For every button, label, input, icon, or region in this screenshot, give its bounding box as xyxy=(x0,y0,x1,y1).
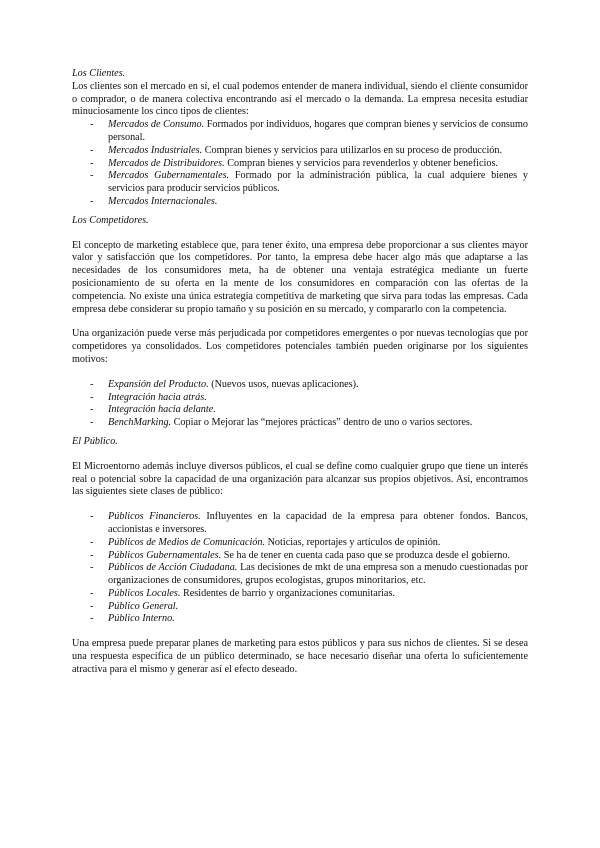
paragraph-clientes-intro: Los clientes son el mercado en sí, el cual podemos entender de manera individual, siendo el cliente consumidor o comprador, o de manera colectiva encontrando así el mercado o la demanda. La empresa necesita estudiar minuciosamente los cinco tipos de clientes: xyxy=(72,80,528,118)
list-item: - Expansión del Producto. (Nuevos usos, nuevas aplicaciones). xyxy=(90,378,359,390)
list-item-term: Integración hacia delante. xyxy=(108,404,216,416)
list-item-term: Públicos Gubernamentales. xyxy=(108,549,222,561)
list-item-text: Compran bienes y servicios para utilizarlos en su proceso de producción. xyxy=(202,144,503,156)
list-item: - Mercados de Consumo. Formados por individuos, hogares que compran bienes y servicios de consumo personal. xyxy=(90,119,528,143)
list-item: - Público General. xyxy=(90,600,179,612)
list-item: - Públicos Financieros. Influyentes en la capacidad de la empresa para obtener fondos. Bancos, accionistas e inversores. xyxy=(90,511,528,535)
list-item: - BenchMarking. Copiar o Mejorar las “mejores prácticas” dentro de uno o varios sectores. xyxy=(90,417,473,429)
list-item: - Mercados Internacionales. xyxy=(90,195,218,207)
list-item-term: Público Interno. xyxy=(108,613,175,625)
list-item-term: Expansión del Producto. xyxy=(108,378,209,390)
list-item-term: Públicos Financieros. xyxy=(108,511,201,523)
list-item: - Públicos de Acción Ciudadana. Las decisiones de mkt de una empresa son a menudo cuestionadas por organizaciones de consumidores, grupos ecologistas, grupos minoritarios, etc. xyxy=(90,562,528,587)
paragraph-competidores-2: Una organización puede verse más perjudicada por competidores emergentes o por nuevas tecnologías que por competidores ya consolidados. Los competidores potenciales también pueden originarse por los siguientes motivos: xyxy=(72,328,528,365)
list-item-term: Mercados Gubernamentales. xyxy=(108,170,230,182)
document-page xyxy=(72,68,528,677)
list-item-text: Las decisiones de mkt de una empresa son a menudo cuestionadas por organizaciones de consumidores, grupos ecologistas, grupos minoritarios, etc. xyxy=(108,562,528,587)
paragraph-competidores-1: El concepto de marketing establece que, para tener éxito, una empresa debe proporcionar a sus clientes mayor valor y satisfacción que los competidores. Por tanto, la empresa debe hacer algo más que adaptarse a las necesidades de los consumidores meta, ha de obtener una ventaja estratégica mediante un fuerte posicionamiento de su oferta en la mente de los consumidores en comparación con las ofertas de la competencia. No existe una única estrategia competitiva de marketing que sirva para todas las empresas. Cada empresa debe considerar su propio tamaño y su posición en su mercado, y compararlo con la competencia. xyxy=(72,239,528,315)
list-item-term: Mercados Industriales. xyxy=(108,144,203,156)
list-item-term: Mercados de Distribuidores. xyxy=(108,157,225,169)
list-item: - Integración hacia delante. xyxy=(90,404,216,416)
list-item-text: Residentes de barrio y organizaciones comunitarias. xyxy=(180,587,395,599)
list-item-term: BenchMarking. xyxy=(108,417,172,429)
list-item-text: Influyentes en la capacidad de la empresa para obtener fondos. Bancos, accionistas e inversores. xyxy=(108,511,528,535)
list-item: - Mercados Gubernamentales. Formado por la administración pública, la cual adquiere bienes y servicios para producir servicios públicos. xyxy=(90,170,528,195)
section-heading-publico: El Público. xyxy=(72,435,118,447)
list-item-term: Mercados Internacionales. xyxy=(108,195,218,207)
list-item: - Integración hacia atrás. xyxy=(90,391,207,403)
list-item: - Públicos Locales. Residentes de barrio y organizaciones comunitarias. xyxy=(90,587,395,599)
list-item: - Públicos de Medios de Comunicación. Noticias, reportajes y artículos de opinión. xyxy=(90,536,441,548)
list-item-text: Noticias, reportajes y artículos de opinión. xyxy=(265,536,441,548)
list-motivos-competidores xyxy=(72,379,528,430)
list-item: - Mercados de Distribuidores. Compran bienes y servicios para revenderlos y obtener beneficios. xyxy=(90,157,498,169)
list-item-text: Formado por la administración pública, la cual adquiere bienes y servicios para producir servicios públicos. xyxy=(108,170,528,195)
list-clases-publico xyxy=(72,511,528,626)
list-item: - Público Interno. xyxy=(90,613,175,625)
paragraph-publico-closing: Una empresa puede preparar planes de marketing para estos públicos y para sus nichos de clientes. Si se desea una respuesta específica de un público determinado, se hace necesario diseñar una oferta lo suficientemente atractiva para el mismo y generar así el efecto deseado. xyxy=(72,638,528,675)
section-heading-clientes: Los Clientes. xyxy=(72,68,126,79)
list-item-term: Integración hacia atrás. xyxy=(108,391,207,403)
list-tipos-clientes xyxy=(72,119,528,209)
list-item-text: (Nuevos usos, nuevas aplicaciones). xyxy=(208,378,359,390)
paragraph-publico-intro: El Microentorno además incluye diversos públicos, el cual se define como cualquier grupo que tiene un interés real o potencial sobre la capacidad de una organización para alcanzar sus propios objetivos. Así, encontramos las siguientes siete clases de público: xyxy=(72,460,528,498)
list-item-text: Formados por individuos, hogares que compran bienes y servicios de consumo personal. xyxy=(108,119,528,143)
list-item-term: Públicos de Medios de Comunicación. xyxy=(108,536,266,548)
list-item-term: Públicos de Acción Ciudadana. xyxy=(108,562,238,574)
list-item-text: Copiar o Mejorar las “mejores prácticas” dentro de uno o varios sectores. xyxy=(171,417,473,429)
list-item: - Mercados Industriales. Compran bienes y servicios para utilizarlos en su proceso de producción. xyxy=(90,144,503,156)
list-item: - Públicos Gubernamentales. Se ha de tener en cuenta cada paso que se produzca desde el gobierno. xyxy=(90,549,510,561)
section-heading-competidores: Los Competidores. xyxy=(72,214,149,226)
list-item-term: Públicos Locales. xyxy=(108,587,181,599)
list-item-text: Compran bienes y servicios para revenderlos y obtener beneficios. xyxy=(224,157,498,169)
list-item-text: Se ha de tener en cuenta cada paso que se produzca desde el gobierno. xyxy=(221,549,510,561)
list-item-term: Público General. xyxy=(108,600,179,612)
list-item-term: Mercados de Consumo. xyxy=(108,119,205,131)
